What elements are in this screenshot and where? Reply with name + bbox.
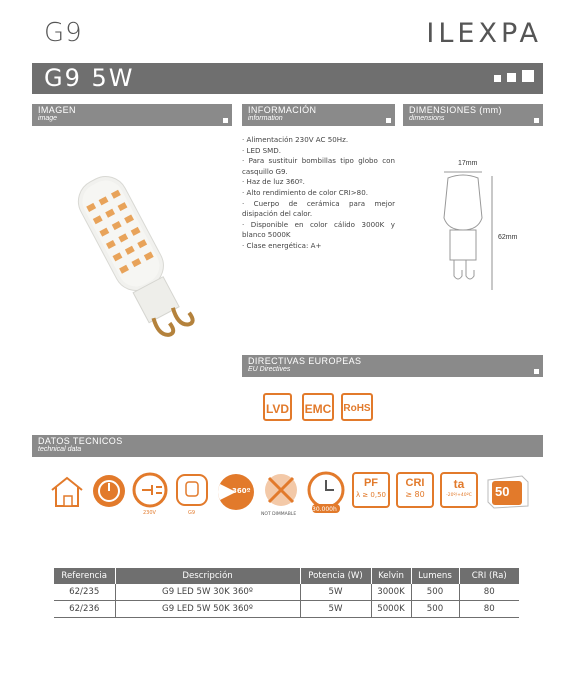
spec-table xyxy=(54,568,519,618)
product-image xyxy=(40,160,230,360)
col-lumens: Lumens xyxy=(411,568,459,584)
cri-value: ≥ 80 xyxy=(405,490,425,499)
cri-label: CRI xyxy=(405,477,425,489)
not-dimmable-icon xyxy=(262,472,300,512)
power-icon xyxy=(92,474,126,508)
socket-label: G9 xyxy=(188,510,196,516)
section-marker xyxy=(223,118,228,123)
dimmable-label: NOT DIMMABLE xyxy=(261,512,297,517)
pf-label: PF xyxy=(363,477,379,489)
pf-value: λ ≥ 0,50 xyxy=(355,491,387,499)
table-row xyxy=(54,584,519,601)
plug-icon xyxy=(132,472,168,512)
box-count: 50 xyxy=(495,484,510,499)
pf-icon xyxy=(352,472,390,508)
col-potencia: Potencia (W) xyxy=(300,568,371,584)
lifetime-label: 30.000h xyxy=(312,506,337,513)
info-item: · LED SMD. xyxy=(242,145,282,155)
cell-referencia: 62/236 xyxy=(54,601,115,618)
cell-referencia: 62/235 xyxy=(54,584,115,601)
cri-icon xyxy=(396,472,434,508)
ta-label: ta xyxy=(453,477,465,491)
lvd-badge: LVD xyxy=(263,393,292,421)
section-imagen-title: IMAGEN xyxy=(38,105,76,115)
angle-label: 360º xyxy=(232,487,251,495)
dimension-width: 17mm xyxy=(458,160,478,167)
table-row xyxy=(54,601,519,618)
dimension-drawing xyxy=(430,168,500,298)
info-item: · Para sustituir bombillas tipo globo con casquillo G9. xyxy=(242,156,395,176)
section-directivas-subtitle: EU Directives xyxy=(248,366,291,373)
bar-square-small xyxy=(494,75,501,82)
section-informacion-title: INFORMACIÓN xyxy=(248,105,317,115)
cell-potencia: 5W xyxy=(300,601,371,618)
section-marker xyxy=(386,118,391,123)
section-marker xyxy=(534,118,539,123)
cell-potencia: 5W xyxy=(300,584,371,601)
col-cri: CRI (Ra) xyxy=(459,568,519,584)
section-directivas xyxy=(242,355,543,377)
section-datos-subtitle: technical data xyxy=(38,446,82,453)
house-icon xyxy=(48,474,86,510)
section-directivas-title: DIRECTIVAS EUROPEAS xyxy=(248,356,362,366)
section-datos-title: DATOS TECNICOS xyxy=(38,436,123,446)
voltage-label: 230V xyxy=(143,510,156,516)
emc-badge: EMC xyxy=(302,393,334,421)
product-title-bar xyxy=(32,63,543,94)
col-referencia: Referencia xyxy=(54,568,115,584)
section-informacion-subtitle: information xyxy=(248,115,283,122)
info-item: · Disponible en color cálido 3000K y blanco 5000K xyxy=(242,219,395,240)
cell-lumens: 500 xyxy=(411,601,459,618)
cell-cri: 80 xyxy=(459,584,519,601)
rohs-badge: RoHS xyxy=(341,393,373,421)
bar-square-medium xyxy=(507,73,516,82)
section-datos xyxy=(32,435,543,457)
cell-descripcion: G9 LED 5W 30K 360º xyxy=(115,584,300,601)
cell-kelvin: 3000K xyxy=(371,584,411,601)
info-item: · Alimentación 230V AC 50Hz. xyxy=(242,135,349,144)
section-imagen xyxy=(32,104,232,126)
section-dimensiones xyxy=(403,104,543,126)
cell-kelvin: 5000K xyxy=(371,601,411,618)
section-marker xyxy=(534,369,539,374)
section-informacion xyxy=(242,104,395,126)
dimension-height: 62mm xyxy=(498,234,518,241)
info-item: · Clase energética: A+ xyxy=(242,240,322,250)
socket-icon xyxy=(174,472,210,512)
info-item: · Cuerpo de cerámica para mejor disipación del calor. xyxy=(242,198,395,219)
cell-descripcion: G9 LED 5W 50K 360º xyxy=(115,601,300,618)
info-item: · Haz de luz 360º. xyxy=(242,177,305,187)
temperature-icon xyxy=(440,472,478,508)
series-title: G9 xyxy=(44,18,83,48)
ta-value: -20º/+40ºC xyxy=(446,493,472,498)
cell-lumens: 500 xyxy=(411,584,459,601)
table-header-row xyxy=(54,568,519,584)
information-list xyxy=(242,135,395,252)
section-imagen-subtitle: image xyxy=(38,115,58,122)
cell-cri: 80 xyxy=(459,601,519,618)
col-kelvin: Kelvin xyxy=(371,568,411,584)
col-descripcion: Descripción xyxy=(115,568,300,584)
bar-square-large xyxy=(522,70,534,82)
section-dimensiones-subtitle: dimensions xyxy=(409,115,445,122)
section-dimensiones-title: DIMENSIONES (mm) xyxy=(409,105,502,115)
product-title: G9 5W xyxy=(44,64,135,92)
info-item: · Alto rendimiento de color CRI>80. xyxy=(242,187,368,197)
brand-logo: ILEXPA xyxy=(426,18,542,49)
